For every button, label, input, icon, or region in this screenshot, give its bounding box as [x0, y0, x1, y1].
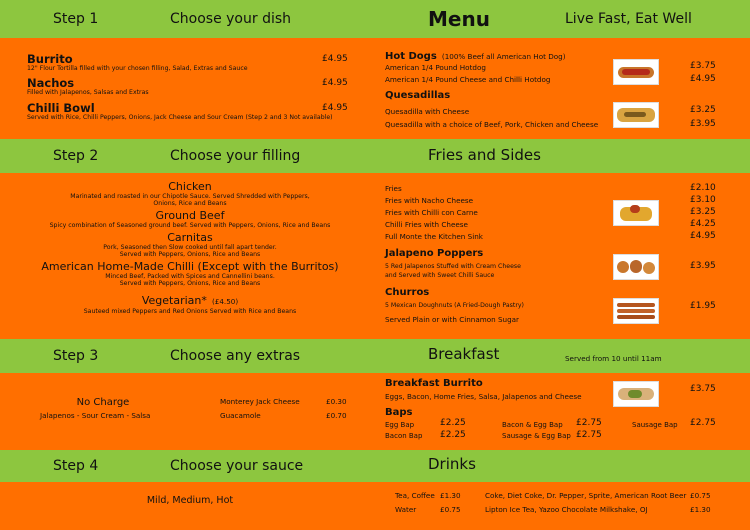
poppers-desc: 5 Red Jalapenos Stuffed with Cream Cheese: [385, 263, 521, 270]
churros-desc2: Served Plain or with Cinnamon Sugar: [385, 315, 520, 324]
churros-title: Churros: [385, 287, 430, 298]
header-band-4: [0, 450, 750, 482]
dish-name: Burrito: [27, 52, 73, 66]
churros-image: [613, 298, 659, 324]
bap-item: Sausage Bap: [632, 421, 678, 429]
bap-item: Egg Bap: [385, 421, 415, 429]
bap-price: £2.25: [440, 430, 466, 440]
fries-price: £4.25: [690, 219, 716, 229]
jalapeno-poppers-image: [613, 254, 659, 280]
extras-paid-item: Guacamole: [220, 411, 261, 420]
extras-free-title: No Charge: [76, 397, 130, 408]
filling-name: Carnitas: [167, 231, 213, 244]
quesadilla-item: Quesadilla with a choice of Beef, Pork, Chicken and Cheese: [385, 120, 599, 129]
hotdog-price: £3.75: [690, 61, 716, 71]
quesadilla-image: [613, 102, 659, 128]
quesadillas-title: Quesadillas: [385, 90, 451, 101]
poppers-desc: and Served with Sweet Chilli Sauce: [385, 272, 495, 279]
quesadilla-price: £3.25: [690, 105, 716, 115]
dish-desc: 12" Flour Tortilla filled with your chosen filling, Salad, Extras and Sauce: [27, 65, 248, 72]
breakfast-title: Breakfast: [428, 345, 500, 363]
bap-item: Sausage & Egg Bap: [502, 432, 571, 440]
poppers-title: Jalapeno Poppers: [385, 248, 484, 259]
fries-item: Fries with Nacho Cheese: [385, 196, 474, 205]
bap-price: £2.75: [690, 418, 716, 428]
filling-desc: Served with Peppers, Onions, Rice and Beans: [119, 280, 261, 287]
hotdog-item: American 1/4 Pound Cheese and Chilli Hotdog: [385, 75, 551, 84]
filling-desc: Marinated and roasted in our Chipotle Sauce. Served Shredded with Peppers,: [70, 193, 310, 200]
hotdog-item: American 1/4 Pound Hotdog: [385, 63, 486, 72]
filling-name: Ground Beef: [155, 209, 225, 222]
filling-desc: Pork, Seasoned then Slow cooked until fall apart tender.: [103, 244, 277, 251]
extras-paid-item: Monterey Jack Cheese: [220, 397, 300, 406]
hotdogs-title-text: Hot Dogs: [385, 51, 437, 62]
bap-price: £2.75: [576, 418, 602, 428]
fries-price: £3.10: [690, 195, 716, 205]
drink-item: Coke, Diet Coke, Dr. Pepper, Sprite, American Root Beer: [485, 491, 687, 500]
churros-desc: 5 Mexican Doughnuts (A Fried-Dough Pastry): [385, 302, 524, 309]
bap-item: Bacon & Egg Bap: [502, 421, 563, 429]
breakfast-burrito-price: £3.75: [690, 384, 716, 394]
fries-price: £3.25: [690, 207, 716, 217]
step1-label: Step 1: [53, 11, 99, 27]
extras-free-items: Jalapenos - Sour Cream - Salsa: [40, 411, 151, 420]
dish-name: Nachos: [27, 76, 75, 90]
quesadilla-item: Quesadilla with Cheese: [385, 107, 470, 116]
drink-item: Lipton Ice Tea, Yazoo Chocolate Milkshake, OJ: [485, 505, 648, 514]
filling-extra-price: (£4.50): [211, 297, 239, 306]
extras-paid-price: £0.30: [326, 397, 347, 406]
menu-title: Menu: [428, 7, 490, 31]
choose-filling-label: Choose your filling: [170, 148, 301, 164]
filling-name: Vegetarian*: [141, 294, 207, 307]
fries-item: Full Monte the Kitchen Sink: [385, 232, 483, 241]
hotdogs-subtitle: (100% Beef all American Hot Dog): [441, 52, 566, 61]
filling-name-row: [0, 289, 380, 308]
hotdog-price: £4.95: [690, 74, 716, 84]
fries-item: Fries with Chilli con Carne: [385, 208, 478, 217]
dish-price: £4.95: [322, 103, 348, 113]
drink-price: £0.75: [690, 491, 711, 500]
churros-price: £1.95: [690, 301, 716, 311]
drink-price: £0.75: [440, 505, 461, 514]
drink-price: £1.30: [440, 491, 461, 500]
dish-desc: Served with Rice, Chilli Peppers, Onions, Jack Cheese and Sour Cream (Step 2 and 3 Not available): [27, 114, 333, 121]
step2-label: Step 2: [53, 148, 99, 164]
dish-price: £4.95: [322, 78, 348, 88]
breakfast-burrito-image: [613, 381, 659, 407]
dish-desc: Filled with Jalapenos, Salsas and Extras: [27, 89, 149, 96]
hotdogs-title: [385, 44, 566, 63]
fries-item: Fries: [385, 184, 402, 193]
dish-name: Chilli Bowl: [27, 101, 95, 115]
drink-item: Tea, Coffee: [395, 491, 435, 500]
fries-sides-title: Fries and Sides: [428, 146, 541, 164]
drink-price: £1.30: [690, 505, 711, 514]
fries-price: £2.10: [690, 183, 716, 193]
filling-desc: Spicy combination of Seasoned ground beef. Served with Peppers, Onions, Rice and Beans: [49, 222, 331, 229]
baps-title: Baps: [385, 407, 413, 418]
extras-paid-price: £0.70: [326, 411, 347, 420]
breakfast-note: Served from 10 until 11am: [565, 354, 662, 363]
tagline: Live Fast, Eat Well: [565, 11, 692, 27]
breakfast-burrito-title: Breakfast Burrito: [385, 378, 483, 389]
choose-dish-label: Choose your dish: [170, 11, 292, 27]
poppers-price: £3.95: [690, 261, 716, 271]
header-band-2: [0, 139, 750, 173]
fries-image: [613, 200, 659, 226]
bap-item: Bacon Bap: [385, 432, 423, 440]
step3-label: Step 3: [53, 348, 99, 364]
dish-price: £4.95: [322, 54, 348, 64]
filling-name: American Home-Made Chilli (Except with the Burritos): [41, 260, 339, 273]
quesadilla-price: £3.95: [690, 119, 716, 129]
filling-desc: Minced Beef, Packed with Spices and Cannellini beans.: [105, 273, 275, 280]
fries-price: £4.95: [690, 231, 716, 241]
step4-label: Step 4: [53, 458, 99, 474]
filling-desc: Served with Peppers, Onions, Rice and Beans: [119, 251, 261, 258]
bap-price: £2.75: [576, 430, 602, 440]
hotdog-image: [613, 59, 659, 85]
fillings-list: [0, 180, 380, 315]
bap-price: £2.25: [440, 418, 466, 428]
filling-desc: Sauteed mixed Peppers and Red Onions Served with Rice and Beans: [83, 308, 297, 315]
choose-extras-label: Choose any extras: [170, 348, 301, 364]
fries-item: Chilli Fries with Cheese: [385, 220, 468, 229]
breakfast-burrito-desc: Eggs, Bacon, Home Fries, Salsa, Jalapenos and Cheese: [385, 392, 582, 401]
filling-desc: Onions, Rice and Beans: [153, 200, 227, 207]
sauce-options: Mild, Medium, Hot: [146, 495, 234, 506]
choose-sauce-label: Choose your sauce: [170, 458, 304, 474]
drink-item: Water: [395, 505, 417, 514]
drinks-title: Drinks: [428, 455, 476, 473]
filling-name: Chicken: [168, 180, 212, 193]
